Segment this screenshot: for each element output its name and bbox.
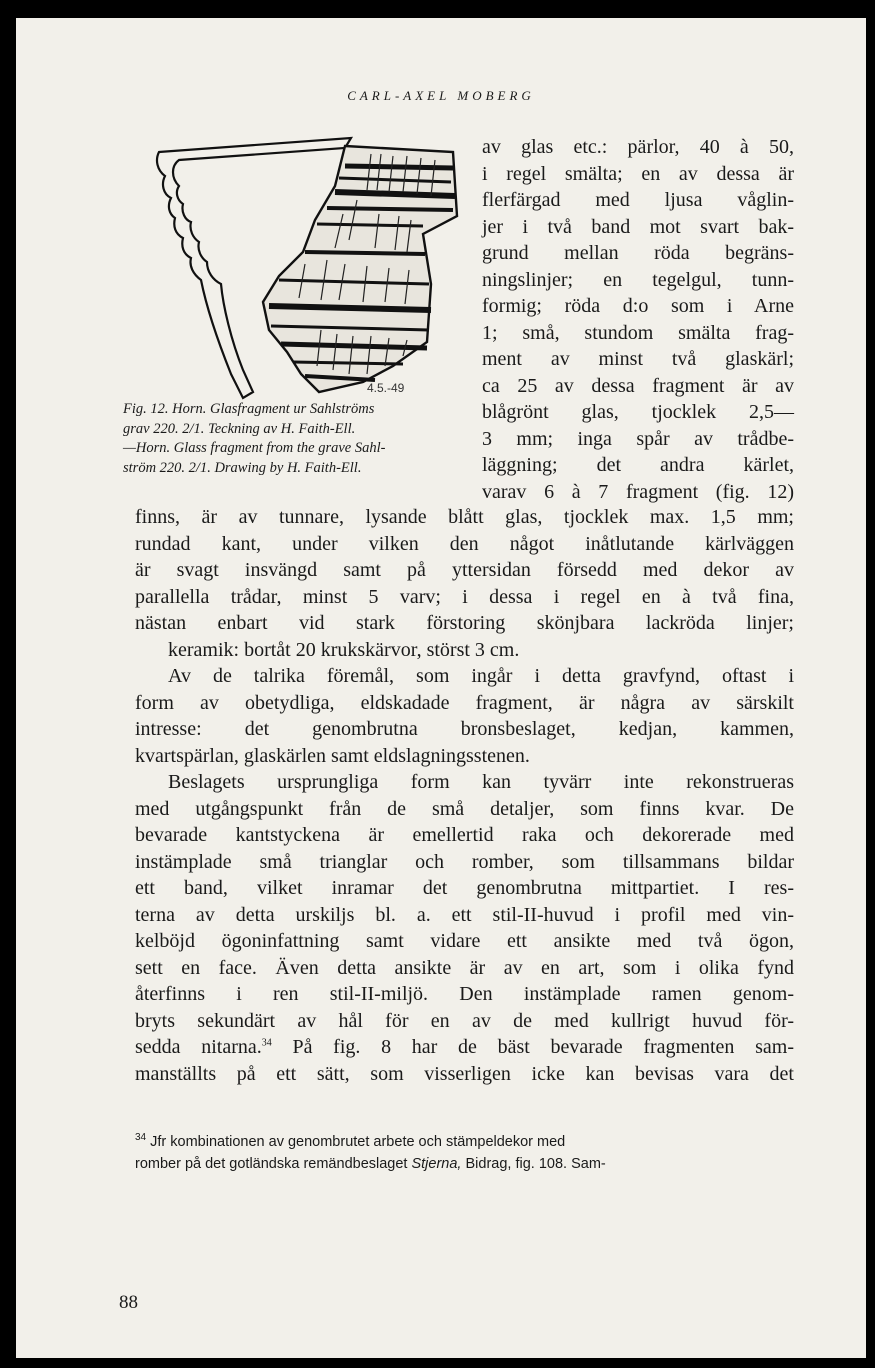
footnote-line bbox=[135, 1131, 794, 1153]
right-column-text bbox=[482, 134, 794, 505]
text-line: form av obetydliga, eldskadade fragment, är några av särskilt bbox=[135, 691, 794, 714]
figure-glass-fragment bbox=[131, 130, 461, 410]
footnote bbox=[135, 1131, 794, 1175]
text-line: rundad kant, under vilken den något inåtlutande kärlväggen bbox=[135, 532, 794, 555]
caption-line: —Horn. Glass fragment from the grave Sahl- bbox=[123, 440, 386, 456]
text-line: 1; små, stundom smälta frag- bbox=[482, 321, 794, 344]
text-line: finns, är av tunnare, lysande blått glas, tjocklek max. 1,5 mm; bbox=[135, 506, 794, 528]
running-head: CARL-AXEL MOBERG bbox=[347, 88, 535, 103]
text-line: bevarade kantstyckena är emellertid raka och dekorerade med bbox=[135, 824, 794, 846]
text-line: med utgångspunkt från de små detaljer, som finns kvar. De bbox=[135, 797, 794, 820]
text-line: kvartspärlan, glaskärlen samt eldslagningsstenen. bbox=[135, 744, 530, 767]
text-line: Beslagets ursprungliga form kan tyvärr inte rekonstrueras bbox=[168, 771, 794, 793]
text-line: keramik: bortåt 20 krukskärvor, störst 3 cm. bbox=[168, 638, 520, 661]
text-line: ment av minst två glaskärl; bbox=[482, 348, 794, 370]
text-line: grund mellan röda begräns- bbox=[482, 242, 794, 264]
text-span: sedda nitarna. bbox=[135, 1036, 262, 1058]
text-line: sett en face. Även detta ansikte är av en art, som i olika fynd bbox=[135, 956, 794, 979]
text-span: romber på det gotländska remändbeslaget bbox=[135, 1156, 412, 1172]
text-line: terna av detta urskiljs bl. a. ett stil-II-huvud i profil med vin- bbox=[135, 903, 794, 926]
fragment-outline bbox=[263, 146, 457, 392]
text-line: är svagt insvängd samt på yttersidan försedd med dekor av bbox=[135, 559, 794, 581]
text-line: återfinns i ren stil-II-miljö. Den instämplade ramen genom- bbox=[135, 983, 794, 1005]
text-line: blågrönt glas, tjocklek 2,5— bbox=[482, 401, 794, 423]
text-span-italic: Stjerna, bbox=[411, 1156, 462, 1172]
caption-line: Fig. 12. Horn. Glasfragment ur Sahlströms bbox=[123, 401, 375, 417]
text-line: Av de talrika föremål, som ingår i detta gravfynd, oftast i bbox=[168, 665, 794, 687]
text-line: manställts på ett sätt, som visserligen icke kan bevisas vara det bbox=[135, 1062, 794, 1085]
text-line: ningslinjer; en tegelgul, tunn- bbox=[482, 268, 794, 291]
text-line: intresse: det genombrutna bronsbeslaget, kedjan, kammen, bbox=[135, 718, 794, 740]
footnote-ref[interactable]: 34 bbox=[261, 1037, 272, 1049]
text-line: 3 mm; inga spår av trådbe- bbox=[482, 427, 794, 450]
text-span: Bidrag, fig. 108. Sam- bbox=[461, 1156, 606, 1172]
footnote-line bbox=[135, 1153, 794, 1175]
text-line: nästan enbart vid stark förstoring skönjbara lackröda linjer; bbox=[135, 612, 794, 634]
text-line: jer i två band mot svart bak- bbox=[482, 215, 794, 238]
text-line: formig; röda d:o som i Arne bbox=[482, 295, 794, 317]
text-line: bryts sekundärt av hål för en av de med kullrigt huvud för- bbox=[135, 1009, 794, 1032]
text-span: På fig. 8 har de bäst bevarade fragmenten sam- bbox=[271, 1036, 794, 1058]
text-line: ett band, vilket inramar det genombrutna mittpartiet. I res- bbox=[135, 877, 794, 899]
text-line: i regel smälta; en av dessa är bbox=[482, 162, 794, 185]
text-span: Jfr kombinationen av genombrutet arbete och stämpeldekor med bbox=[146, 1134, 566, 1150]
footnote-marker: 34 bbox=[135, 1132, 147, 1144]
text-line: parallella trådar, minst 5 varv; i dessa i regel en à två fina, bbox=[135, 585, 794, 608]
book-page bbox=[16, 18, 866, 1358]
caption-line: ström 220. 2/1. Drawing by H. Faith-Ell. bbox=[123, 459, 362, 476]
text-line: ca 25 av dessa fragment är av bbox=[482, 374, 794, 397]
caption-line: grav 220. 2/1. Teckning av H. Faith-Ell. bbox=[123, 420, 356, 437]
text-line: varav 6 à 7 fragment (fig. 12) bbox=[482, 480, 794, 503]
figure-caption bbox=[123, 400, 468, 478]
text-line: kelböjd ögoninfattning samt vidare ett ansikte med två ögon, bbox=[135, 930, 794, 952]
text-line: läggning; det andra kärlet, bbox=[482, 454, 794, 476]
text-line bbox=[135, 1034, 794, 1061]
text-line: flerfärgad med ljusa våglin- bbox=[482, 189, 794, 211]
glass-fragment-drawing bbox=[131, 130, 461, 410]
body-text bbox=[135, 504, 794, 1087]
text-line: av glas etc.: pärlor, 40 à 50, bbox=[482, 136, 794, 158]
text-line: instämplade små trianglar och romber, som tillsammans bildar bbox=[135, 850, 794, 873]
pencil-annotation: 4.5.-49 bbox=[367, 381, 405, 395]
page-number: 88 bbox=[119, 1292, 138, 1313]
